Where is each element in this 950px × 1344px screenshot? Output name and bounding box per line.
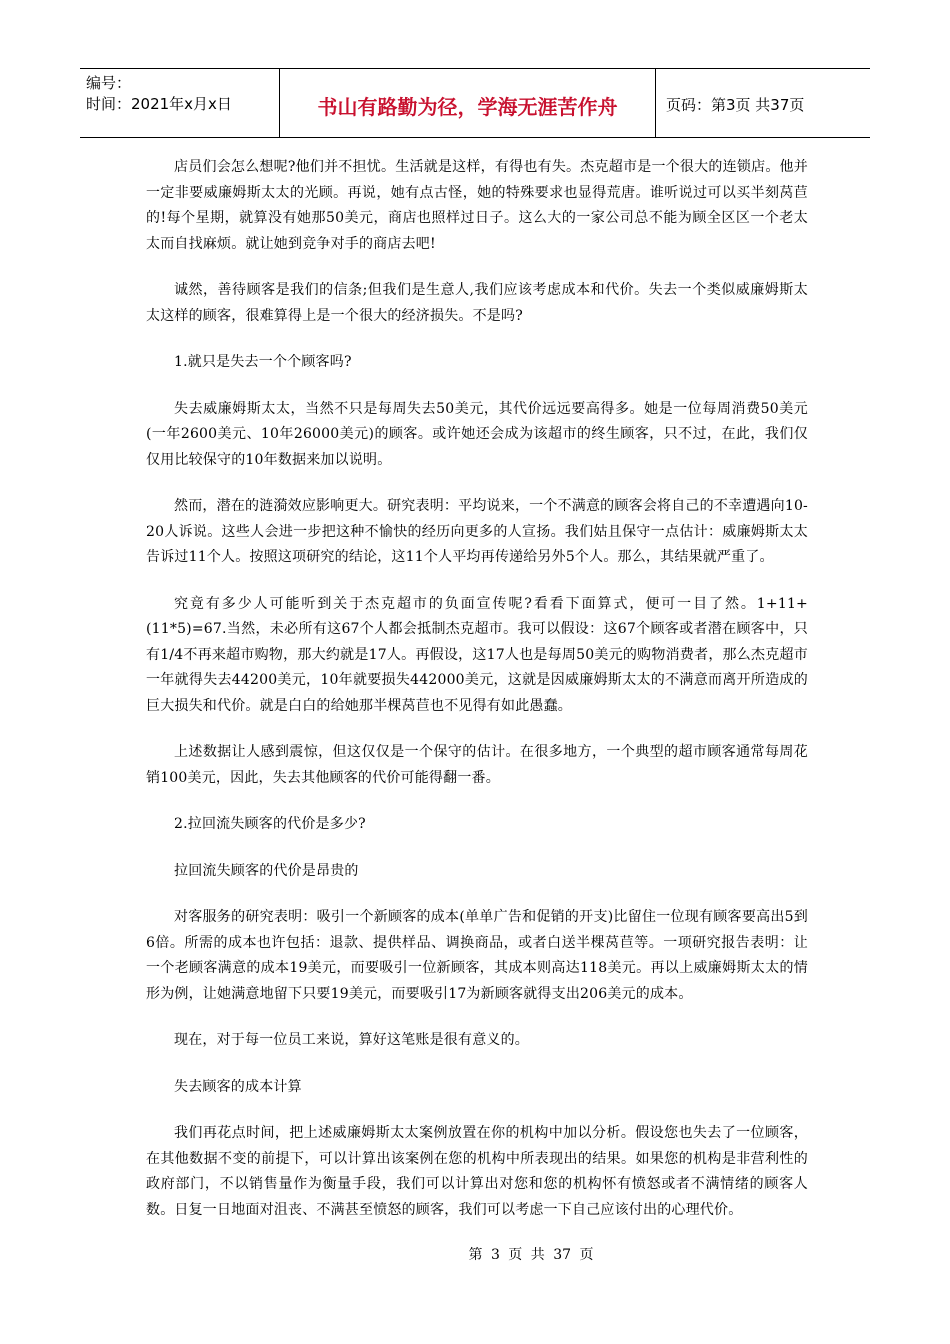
- header-meta: [80, 69, 280, 137]
- page-number: 第 3 页 共 37 页: [468, 1247, 594, 1263]
- section-heading: 2.拉回流失顾客的代价是多少?: [174, 816, 366, 832]
- paragraph: 店员们会怎么想呢?他们并不担忧。生活就是这样，有得也有失。杰克超市是一个很大的连锁店。他并一定非要威廉姆斯太太的光顾。再说，她有点古怪，她的特殊要求也显得荒唐。谁听说过可以买半刻莴苣的!每个星期，就算没有她那50美元，商店也照样过日子。这么大的一家公司总不能为顾全区区一个老太太而自找麻烦。就让她到竞争对手的商店去吧!: [146, 159, 808, 252]
- page-footer: [0, 1244, 950, 1264]
- paragraph: 现在，对于每一位员工来说，算好这笔账是很有意义的。: [174, 1032, 529, 1048]
- document-time-label: 时间：2021年x月x日: [86, 95, 232, 113]
- header-page-info: 页码：第3页 共37页: [666, 95, 805, 114]
- section-heading: 1.就只是失去一个个顾客吗?: [174, 354, 352, 370]
- paragraph: 然而，潜在的涟漪效应影响更大。研究表明：平均说来，一个不满意的顾客会将自己的不幸遭遇向10-20人诉说。这些人会进一步把这种不愉快的经历向更多的人宣扬。我们姑且保守一点估计：威廉姆斯太太告诉过11个人。按照这项研究的结论，这11个人平均再传递给另外5个人。那么，其结果就严重了。: [146, 498, 808, 565]
- paragraph: 上述数据让人感到震惊，但这仅仅是一个保守的估计。在很多地方，一个典型的超市顾客通常每周花销100美元，因此，失去其他顾客的代价可能得翻一番。: [146, 744, 808, 786]
- subheading: 拉回流失顾客的代价是昂贵的: [174, 862, 359, 879]
- paragraph: 失去威廉姆斯太太，当然不只是每周失去50美元，其代价远远要高得多。她是一位每周消费50美元(一年2600美元、10年26000美元)的顾客。或许她还会成为该超市的终生顾客，只不过，在此，我们仅仅用比较保守的10年数据来加以说明。: [146, 400, 808, 468]
- page-header: [80, 68, 870, 138]
- paragraph: 诚然，善待顾客是我们的信条;但我们是生意人,我们应该考虑成本和代价。失去一个类似威廉姆斯太太这样的顾客，很难算得上是一个很大的经济损失。不是吗?: [146, 282, 808, 324]
- header-motto: 书山有路勤为径，学海无涯苦作舟: [280, 69, 656, 137]
- paragraph: 究竟有多少人可能听到关于杰克超市的负面宣传呢?看看下面算式，便可一目了然。1+11+(11*5)=67.当然，未必所有这67个人都会抵制杰克超市。我可以假设：这67个顾客或者潜在顾客中，只有1/4不再来超市购物，那大约就是17人。再假设，这17人也是每周50美元的购物消费者，那么杰克超市一年就得失去44200美元，10年就要损失442000美元，这就是因威廉姆斯太太的不满意而离开所造成的巨大损失和代价。就是白白的给她那半棵莴苣也不见得有如此愚蠢。: [146, 595, 808, 714]
- paragraph: 我们再花点时间，把上述威廉姆斯太太案例放置在你的机构中加以分析。假设您也失去了一位顾客，在其他数据不变的前提下，可以计算出该案例在您的机构中所表现出的结果。如果您的机构是非营利性的政府部门，不以销售量作为衡量手段，我们可以计算出对您和您的机构怀有愤怒或者不满情绪的顾客人数。日复一日地面对沮丧、不满甚至愤怒的顾客，我们可以考虑一下自己应该付出的心理代价。: [146, 1125, 808, 1218]
- document-body: [146, 155, 808, 1244]
- document-number-label: 编号：: [86, 74, 132, 92]
- subheading: 失去顾客的成本计算: [174, 1078, 302, 1095]
- paragraph: 对客服务的研究表明：吸引一个新顾客的成本(单单广告和促销的开支)比留住一位现有顾客要高出5到6倍。所需的成本也许包括：退款、提供样品、调换商品，或者白送半棵莴苣等。一项研究报告表明：让一个老顾客满意的成本19美元，而要吸引一位新顾客，其成本则高达118美元。再以上威廉姆斯太太的情形为例，让她满意地留下只要19美元，而要吸引17为新顾客就得支出206美元的成本。: [146, 909, 808, 1002]
